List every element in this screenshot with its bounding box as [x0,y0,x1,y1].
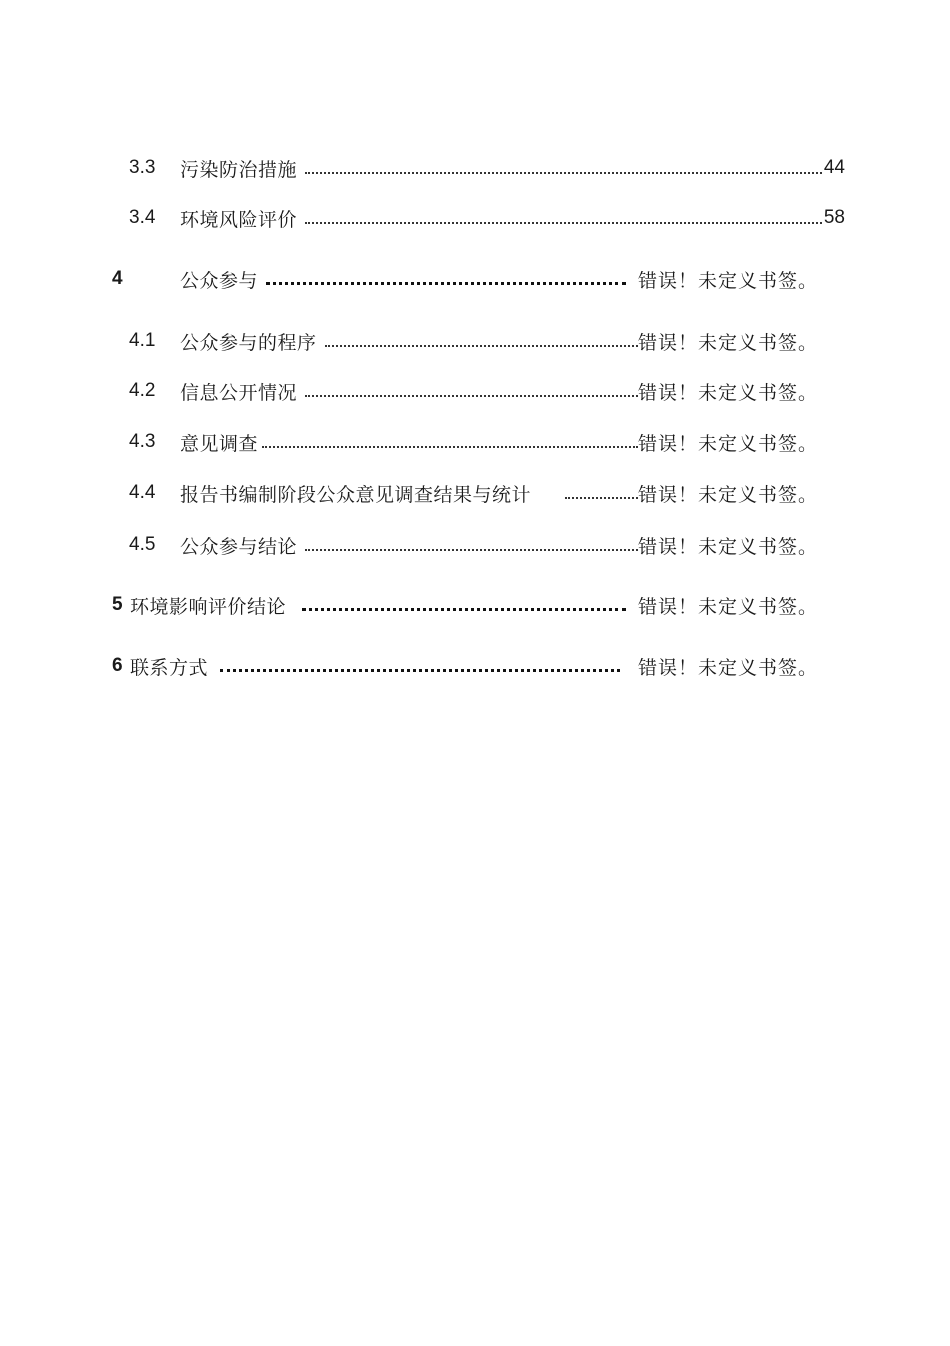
toc-entry-page: 错误！未定义书签。 [637,483,818,506]
toc-entry-title: 公众参与 [180,269,259,292]
toc-entry[interactable] [112,590,818,620]
toc-entry-title: 联系方式 [130,656,209,679]
toc-entry[interactable] [129,326,818,356]
toc-entry-number: 4.3 [129,431,156,452]
toc-entry-page: 错误！未定义书签。 [637,331,818,354]
toc-entry[interactable] [129,153,845,183]
toc-entry-page: 58 [823,207,845,228]
toc-entry-number: 4.1 [129,330,156,351]
toc-entry[interactable] [129,203,845,233]
toc-entry-page: 错误！未定义书签。 [637,381,818,404]
toc-entry-page: 错误！未定义书签。 [637,656,818,679]
toc-entry-number: 3.3 [129,157,156,178]
toc-entry[interactable] [129,427,818,457]
dot-leader [305,203,822,233]
dot-leader [262,427,638,457]
dot-leader [305,530,638,560]
dot-leader [305,376,638,406]
toc-entry-title: 污染防治措施 [180,158,298,181]
toc-entry-title: 报告书编制阶段公众意见调查结果与统计 [180,483,532,506]
dot-leader [302,590,626,620]
dot-leader [220,651,620,681]
toc-entry[interactable] [112,651,818,681]
toc-entry-number: 4.2 [129,380,156,401]
toc-entry-number: 4 [112,268,123,289]
toc-entry-title: 公众参与结论 [180,535,298,558]
toc-entry-number: 6 [112,655,123,676]
toc-entry[interactable] [112,264,818,294]
toc-entry-title: 信息公开情况 [180,381,298,404]
dot-leader [305,153,822,183]
dot-leader [266,264,626,294]
dot-leader [325,326,638,356]
toc-entry-number: 5 [112,594,123,615]
toc-entry-number: 4.4 [129,482,156,503]
toc-entry-page: 错误！未定义书签。 [637,432,818,455]
toc-entry-page: 错误！未定义书签。 [637,535,818,558]
toc-entry-page: 错误！未定义书签。 [637,595,818,618]
toc-entry-page: 错误！未定义书签。 [637,269,818,292]
toc-entry-title: 环境风险评价 [180,208,298,231]
toc-entry-number: 3.4 [129,207,156,228]
toc-entry-page: 44 [823,157,845,178]
toc-entry-title: 公众参与的程序 [180,331,317,354]
toc-entry[interactable] [129,530,818,560]
dot-leader [565,478,638,508]
toc-entry-number: 4.5 [129,534,156,555]
toc-entry-title: 环境影响评价结论 [130,595,287,618]
toc-entry[interactable] [129,478,818,508]
toc-entry[interactable] [129,376,818,406]
toc-entry-title: 意见调查 [180,432,259,455]
